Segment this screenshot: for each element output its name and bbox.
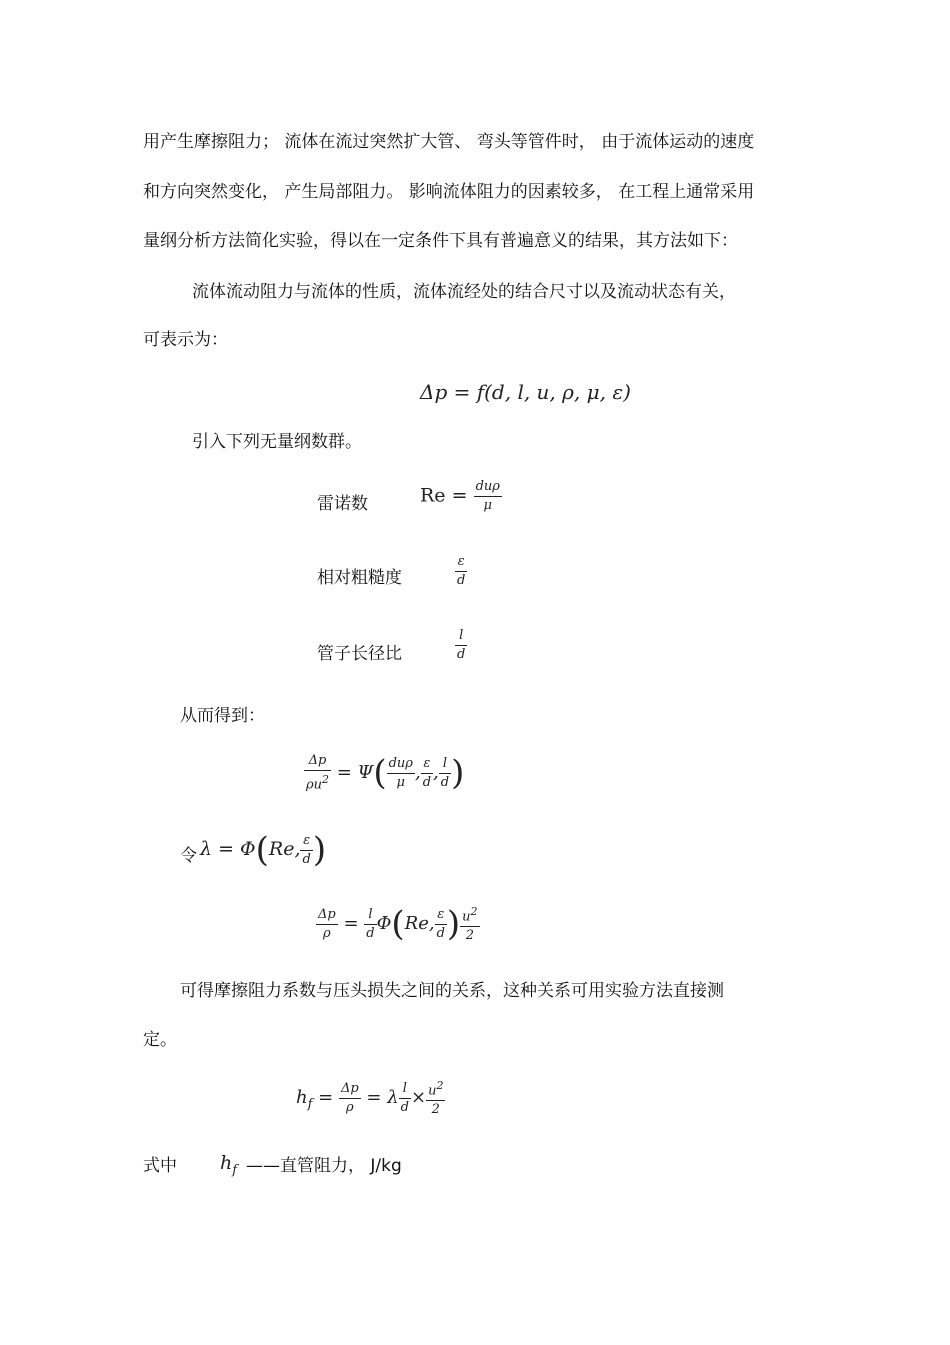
phi-l-den: d <box>366 925 375 941</box>
lambda-eps-fraction <box>300 832 312 869</box>
equation-general-function: Δp = f(d, l, u, ρ, μ, ε) <box>420 380 631 404</box>
paragraph-line-1: 用产生摩擦阻力； 流体在流过突然扩大管、 弯头等管件时， 由于流体运动的速度 <box>143 132 755 152</box>
h-symbol: h <box>296 1087 308 1109</box>
phi-eps-num: ε <box>435 906 447 925</box>
length-ratio-formula <box>455 627 467 664</box>
length-ratio-label: 管子长径比 <box>317 644 402 664</box>
hf-dp-fraction <box>339 1080 361 1117</box>
phi-eps-den: d <box>436 925 445 941</box>
paragraph-line-7: 从而得到： <box>180 706 265 726</box>
psi-arg-re <box>387 755 415 792</box>
reynolds-lhs: Re = <box>420 484 468 507</box>
exponent-2: 2 <box>470 905 478 918</box>
lambda-symbol: = λ <box>366 1087 399 1109</box>
paragraph-line-9: 定。 <box>143 1030 177 1050</box>
comma: , <box>433 762 439 784</box>
re-arg: Re, <box>268 838 301 860</box>
f-subscript: f <box>307 1096 313 1112</box>
phi-u2-fraction <box>460 903 479 945</box>
psi-arg-l-num: l <box>439 755 451 774</box>
paragraph-line-4: 流体流动阻力与流体的性质，流体流经处的结合尺寸以及流动状态有关， <box>192 282 736 302</box>
phi-lhs-fraction <box>316 906 338 943</box>
phi-eps-fraction <box>435 906 447 943</box>
paragraph-line-2: 和方向突然变化， 产生局部阻力。 影响流体阻力的因素较多， 在工程上通常采用 <box>143 182 755 202</box>
hf-symbol <box>220 1152 237 1178</box>
lambda-eq: λ = Φ <box>200 838 256 860</box>
reynolds-numerator: duρ <box>474 478 502 497</box>
reynolds-fraction <box>474 478 502 515</box>
phi-lhs-den: ρ <box>323 925 331 941</box>
psi-lhs-denominator <box>304 771 331 794</box>
lambda-eps-den: d <box>302 851 311 867</box>
u-symbol: u <box>462 909 471 925</box>
hf-l-num: l <box>399 1080 411 1099</box>
paragraph-line-5: 可表示为： <box>143 330 228 350</box>
f-subscript: f <box>232 1162 238 1178</box>
psi-lhs-numerator: Δp <box>304 752 331 771</box>
hf-dp-den: ρ <box>346 1099 354 1115</box>
phi-equation <box>316 903 480 945</box>
roughness-numerator: ε <box>455 553 467 572</box>
phi-u2-den: 2 <box>465 928 474 944</box>
phi-l-fraction <box>364 906 376 943</box>
comma: , <box>414 762 421 784</box>
roughness-fraction <box>455 553 467 590</box>
re-arg: Re, <box>404 913 435 935</box>
roughness-label: 相对粗糙度 <box>317 568 402 588</box>
length-ratio-fraction <box>455 627 467 664</box>
psi-equation <box>304 752 464 794</box>
psi-arg-re-den: μ <box>396 774 405 790</box>
times-sign: × <box>410 1087 427 1109</box>
phi-symbol: Φ <box>376 913 392 935</box>
psi-arg-eps <box>421 755 433 792</box>
paragraph-line-8: 可得摩擦阻力系数与压头损失之间的关系，这种关系可用实验方法直接测 <box>180 981 724 1001</box>
psi-arg-l-den: d <box>440 774 450 790</box>
let-label: 令 <box>180 846 197 866</box>
equals-sign: = <box>318 1087 334 1109</box>
phi-l-num: l <box>364 906 376 925</box>
psi-arg-eps-num: ε <box>421 755 433 774</box>
head-loss-equation <box>296 1077 445 1119</box>
exponent-2: 2 <box>322 773 330 786</box>
hf-u2-den: 2 <box>431 1102 440 1118</box>
lambda-eps-num: ε <box>300 832 312 851</box>
lambda-definition <box>200 830 326 870</box>
left-paren: ( <box>373 753 387 794</box>
reynolds-formula <box>420 478 502 515</box>
reynolds-label: 雷诺数 <box>317 494 368 514</box>
psi-symbol: = Ψ <box>336 762 374 784</box>
phi-u2-num <box>460 903 479 927</box>
rho-u: ρu <box>306 777 323 793</box>
right-paren: ) <box>312 830 327 870</box>
left-paren: ( <box>255 830 269 870</box>
paragraph-line-3: 量纲分析方法简化实验，得以在一定条件下具有普遍意义的结果，其方法如下： <box>143 231 738 251</box>
psi-arg-l <box>439 755 451 792</box>
length-ratio-denominator: d <box>457 647 466 662</box>
roughness-formula <box>455 553 467 590</box>
u-symbol: u <box>428 1083 437 1099</box>
hf-l-den: d <box>400 1099 409 1115</box>
hf-dp-num: Δp <box>339 1080 361 1099</box>
where-label: 式中 <box>143 1156 177 1176</box>
psi-arg-eps-den: d <box>422 774 432 790</box>
h-symbol: h <box>220 1152 233 1174</box>
psi-lhs-fraction <box>304 752 331 794</box>
equals-sign: = <box>343 913 359 935</box>
length-ratio-numerator: l <box>455 627 467 646</box>
hf-description: ——直管阻力， J/kg <box>246 1156 402 1176</box>
reynolds-denominator: μ <box>483 498 492 513</box>
left-paren: ( <box>391 904 405 945</box>
right-paren: ) <box>451 753 465 794</box>
hf-l-fraction <box>399 1080 411 1117</box>
paragraph-line-6: 引入下列无量纲数群。 <box>192 432 362 452</box>
psi-arg-re-num: duρ <box>387 755 415 774</box>
phi-lhs-num: Δp <box>316 906 338 925</box>
hf-u2-fraction <box>426 1077 445 1119</box>
hf-u2-num <box>426 1077 445 1101</box>
exponent-2: 2 <box>436 1079 444 1092</box>
right-paren: ) <box>446 904 461 945</box>
roughness-denominator: d <box>457 573 466 588</box>
